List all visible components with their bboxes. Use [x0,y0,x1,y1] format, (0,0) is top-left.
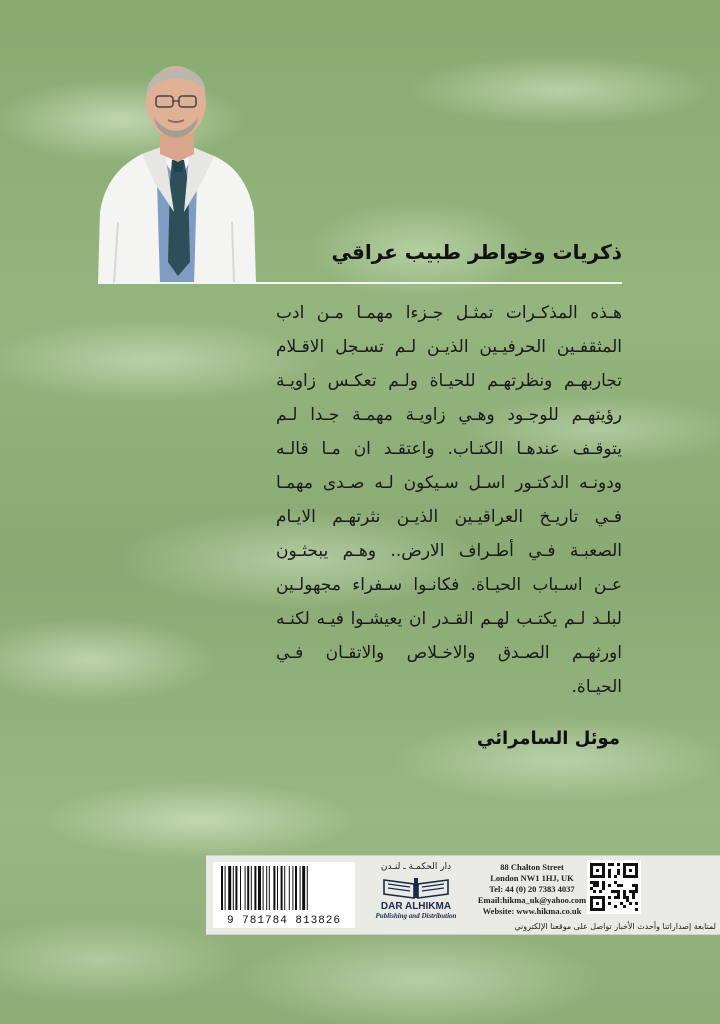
publisher-subtitle: Publishing and Distribution [375,912,457,920]
blurb-line: الحيـاة. [571,677,622,697]
blurb-line: عـن اسـباب الحيـاة. فكانـوا سـفراء مجهولـين [276,575,622,595]
author-photo [94,62,256,284]
publisher-name: DAR ALHIKMA [380,901,452,912]
blurb-line: يتوقـف عندهـا الكتـاب. واعتقـد ان مـا قالـه [276,439,622,459]
blurb-line: اورثهـم الصـدق والاخـلاص والاتقـان فـي [276,643,622,663]
blurb-line: هـذه المذكـرات تمثـل جـزءا مهمـا مـن ادب [276,303,622,323]
website-tagline: لمتابعة إصداراتنا وأحدث الأخبار تواصل على موقعنا الإلكتروني [514,922,716,931]
blurb-text [276,296,622,704]
publisher-arabic-name: دار الحكمـة ـ لنـدن [380,862,452,872]
isbn-barcode [213,862,355,928]
blurb-line: ودونـه الدكتـور اسـل سـيكون لـه صـدى مهمـا [276,473,622,493]
blurb-line: المثقفـين الحرفيـين الذيـن لـم تسـجل الاقـلام [276,337,622,357]
address-line: Email:hikma_uk@yahoo.com [477,895,587,905]
blurb-line: لبلـد لـم يكتـب لهـم القـدر ان يعيشـوا فيـه لكنـه [276,609,622,629]
open-book-icon [380,874,452,900]
publisher-logo-block [368,862,464,930]
qr-code [587,860,641,914]
publisher-footer [206,855,720,935]
author-signature: موئل السامرائي [476,728,620,749]
address-line: Website: www.hikma.co.uk [482,906,582,916]
address-line: Tel: 44 (0) 20 7383 4037 [489,884,575,894]
publisher-address [472,862,592,917]
title-divider [114,282,622,284]
blurb-line: تجاربهـم ونظرتهـم للحيـاة ولـم تعكـس زاويـة [276,371,622,391]
barcode-number: 9 781784 813826 [226,915,342,927]
address-line: London NW1 1HJ, UK [490,873,574,883]
address-line: 88 Chalton Street [500,862,564,872]
blurb-line: رؤيتهـم للوجـود وهـي زاويـة مهمـة جـدا لـم [276,405,622,425]
blurb-line: فـي تاريـخ العراقيـين الذيـن نثرتهـم الايـام [276,507,622,527]
book-title: ذكريات وخواطر طبيب عراقي [331,240,622,264]
blurb-line: الصعبـة فـي أطـراف الارض.. وهـم يبحثـون [276,541,622,561]
